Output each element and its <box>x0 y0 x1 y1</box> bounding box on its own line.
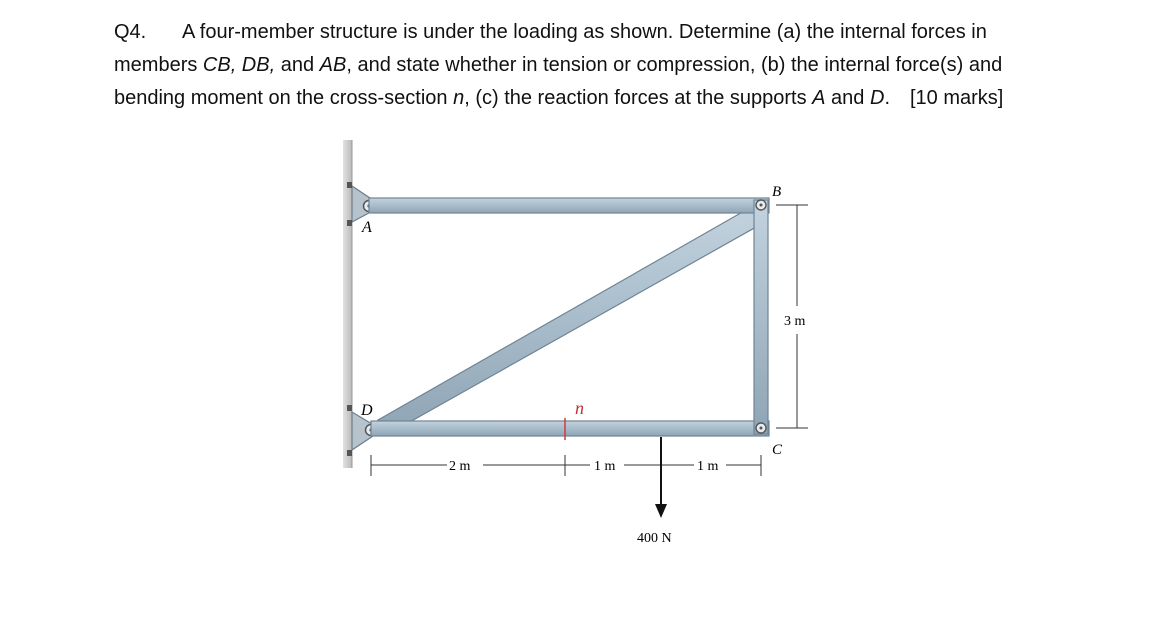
label-c: C <box>772 442 783 458</box>
dim-1m-right: 1 m <box>697 459 719 474</box>
load-arrow <box>655 437 667 518</box>
question-line-3-and: and <box>825 87 870 109</box>
label-n: n <box>575 398 584 418</box>
member-db <box>378 206 765 432</box>
question-support-d: D <box>869 87 885 109</box>
pin-c <box>756 423 766 433</box>
load-label: 400 N <box>637 531 672 546</box>
question-line-2a: members <box>114 54 203 76</box>
pin-b <box>756 200 766 210</box>
question-line-2b: and <box>275 54 320 76</box>
question-member-ab: AB <box>319 54 347 76</box>
label-a: A <box>362 219 372 236</box>
question-line-3-end: . <box>884 87 890 109</box>
marks-label: [10 marks] <box>910 87 1004 109</box>
question-line-2c: , and state whether in tension or compression, (b) the internal force(s) and <box>346 54 1003 76</box>
wall <box>343 140 352 468</box>
question-line-3a: bending moment on the cross-section <box>114 87 454 109</box>
member-dc <box>371 421 769 436</box>
label-b: B <box>772 184 782 200</box>
question-number: Q4. <box>114 21 147 43</box>
question-line-1: A four-member structure is under the loading as shown. Determine (a) the internal forces in <box>182 21 987 43</box>
member-cb <box>754 200 768 434</box>
dim-2m: 2 m <box>449 459 471 474</box>
question-members-cb-db: CB, DB, <box>202 54 276 76</box>
question-support-a: A <box>812 87 826 109</box>
dim-1m-left: 1 m <box>594 459 616 474</box>
question-section-n: n <box>453 87 465 109</box>
question-line-3b: , (c) the reaction forces at the supports <box>464 87 813 109</box>
label-d: D <box>361 402 373 419</box>
dim-3m: 3 m <box>784 314 806 329</box>
member-ab <box>369 198 769 213</box>
